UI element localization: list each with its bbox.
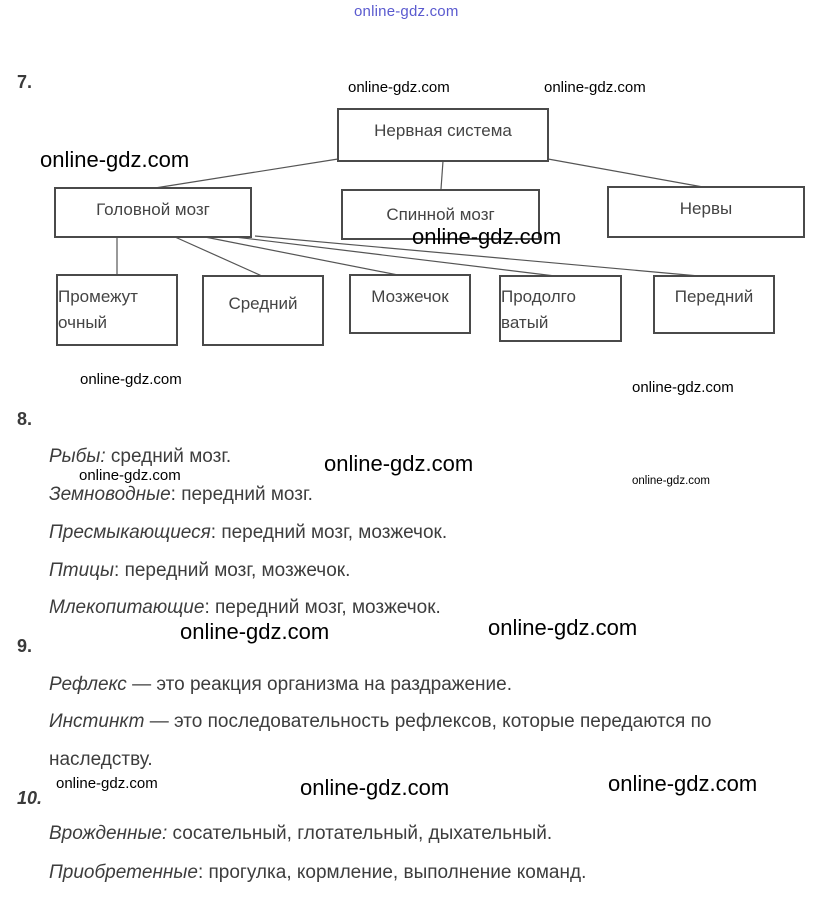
task-9-line-reflex xyxy=(49,674,512,696)
node-diencephalon-line2: очный xyxy=(58,313,108,332)
term: Млекопитающие xyxy=(49,597,205,618)
node-medulla xyxy=(499,275,622,342)
watermark: online-gdz.com xyxy=(80,371,182,388)
node-midbrain xyxy=(202,275,324,346)
task-8-line-birds xyxy=(49,560,350,582)
node-diencephalon xyxy=(56,274,178,346)
task-9-line-instinct xyxy=(49,711,711,733)
node-nervous-system: Нервная система xyxy=(337,108,549,162)
answer: наследству. xyxy=(49,749,153,770)
connector-brain-cerebellum xyxy=(205,237,403,276)
watermark: online-gdz.com xyxy=(56,775,158,792)
watermark: online-gdz.com xyxy=(608,771,758,796)
watermark: online-gdz.com xyxy=(632,379,734,396)
node-forebrain-label: Передний xyxy=(674,287,754,306)
node-diencephalon-line1: Промежут xyxy=(58,287,138,306)
node-medulla-line1: Продолго xyxy=(501,287,576,306)
term: Врожденные: xyxy=(49,823,168,844)
watermark: online-gdz.com xyxy=(40,147,190,172)
watermark: online-gdz.com xyxy=(488,615,638,640)
term: Приобретенные xyxy=(49,862,198,883)
task-9-number: 9. xyxy=(17,636,33,656)
node-forebrain xyxy=(653,275,775,334)
watermark: online-gdz.com xyxy=(79,467,181,484)
task-8-line-fish xyxy=(49,446,231,468)
watermark: online-gdz.com xyxy=(348,79,450,96)
task-8-number: 8. xyxy=(17,409,33,429)
task-8-line-mammals xyxy=(49,597,441,619)
node-brain: Головной мозг xyxy=(54,187,252,238)
watermark: online-gdz.com xyxy=(632,475,710,487)
node-nerves: Нервы xyxy=(607,186,805,238)
task-8-line-amphibians xyxy=(49,484,313,506)
task-10-line-innate xyxy=(49,823,552,845)
watermark: online-gdz.com xyxy=(300,775,450,800)
watermark: online-gdz.com xyxy=(180,619,330,644)
answer: : передний мозг, мозжечок. xyxy=(204,597,441,618)
term: Рефлекс xyxy=(49,674,127,695)
connector-root-spinal xyxy=(441,161,443,189)
watermark: online-gdz.com xyxy=(412,224,562,249)
connector-brain-midbrain xyxy=(175,237,262,276)
term: Пресмыкающиеся xyxy=(49,522,211,543)
node-cerebellum xyxy=(349,274,471,334)
watermark: online-gdz.com xyxy=(324,451,474,476)
node-midbrain-label: Средний xyxy=(228,294,298,313)
term: Птицы xyxy=(49,560,115,581)
watermark-top: online-gdz.com xyxy=(354,3,459,20)
term: Рыбы: xyxy=(49,446,106,467)
task-9-line-heredity xyxy=(49,749,153,771)
node-cerebellum-label: Мозжечок xyxy=(371,287,449,306)
term: Земноводные xyxy=(49,484,171,505)
answer: : передний мозг, мозжечок. xyxy=(210,522,448,543)
answer: — это последовательность рефлексов, которые передаются по xyxy=(144,711,712,732)
answer: сосательный, глотательный, дыхательный. xyxy=(167,823,553,844)
answer: — это реакция организма на раздражение. xyxy=(126,674,512,695)
node-medulla-line2: ватый xyxy=(501,313,549,332)
node-spinal-cord: Спинной мозг xyxy=(341,189,540,240)
task-7-number: 7. xyxy=(17,72,33,92)
connector-root-nerves xyxy=(548,159,703,187)
task-10-line-acquired xyxy=(49,862,586,884)
answer: : прогулка, кормление, выполнение команд. xyxy=(197,862,587,883)
watermark: online-gdz.com xyxy=(544,79,646,96)
task-8-line-reptiles xyxy=(49,522,447,544)
term: Инстинкт xyxy=(49,711,145,732)
answer: : передний мозг. xyxy=(170,484,313,505)
answer: : передний мозг, мозжечок. xyxy=(114,560,351,581)
task-10-number: 10. xyxy=(17,788,43,808)
answer: средний мозг. xyxy=(105,446,232,467)
